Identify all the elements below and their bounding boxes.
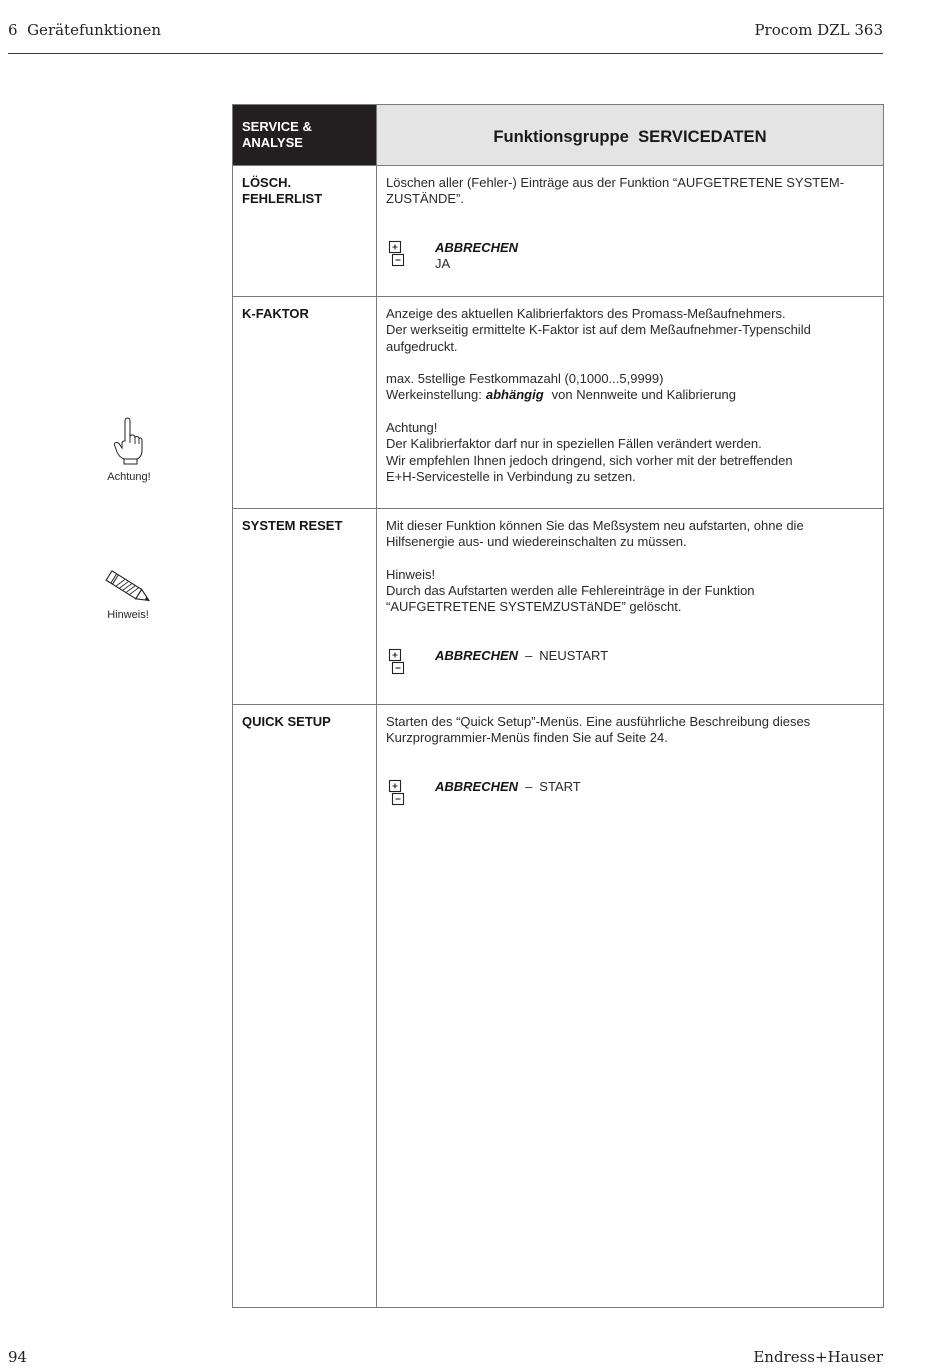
description-paragraph [386, 175, 844, 208]
text-line: ZUSTÄNDE”. [386, 191, 464, 207]
plus-minus-key-icon [388, 779, 408, 809]
function-name-quick-setup [242, 714, 331, 730]
plus-minus-key-icon [388, 240, 408, 270]
function-name-losch-fehlerlist [242, 175, 322, 208]
factory-setting-suffix: von Nennweite und Kalibrierung [551, 387, 736, 403]
function-name-line: K-FAKTOR [242, 306, 309, 321]
text-line: Der Kalibrierfaktor darf nur in speziellen Fällen verändert werden. [386, 436, 762, 452]
header-rule [8, 53, 883, 54]
text-line: Wir empfehlen Ihnen jedoch dringend, sich vorher mit der betreffenden [386, 452, 793, 468]
page-number: 94 [8, 1348, 28, 1366]
text-line: Hinweis! [386, 566, 436, 582]
description-paragraph [386, 306, 811, 355]
text-line: Löschen aller (Fehler-) Einträge aus der Funktion “AUFGETRETENE SYSTEM- [386, 175, 845, 190]
function-name-k-faktor [242, 306, 309, 322]
option-separator: – [525, 779, 533, 795]
description-paragraph [386, 518, 804, 551]
option-selection [386, 648, 804, 676]
text-line: aufgedruckt. [386, 338, 458, 354]
note-paragraph [386, 567, 804, 616]
function-name-line: QUICK SETUP [242, 714, 331, 729]
option-selection [386, 779, 810, 807]
text-line: Starten des “Quick Setup”-Menüs. Eine ausführliche Beschreibung dieses [386, 714, 811, 729]
factory-setting-value: abhängig [485, 387, 544, 403]
text-line: Durch das Aufstarten werden alle Fehlereinträge in der Funktion [386, 583, 755, 599]
hinweis-label: Hinweis! [107, 609, 149, 621]
text-line: Achtung! [386, 420, 438, 436]
text-line: Kurzprogrammier-Menüs finden Sie auf Seite 24. [386, 730, 668, 746]
text-line: Anzeige des aktuellen Kalibrierfaktors des Promass-Meßaufnehmers. [386, 306, 786, 321]
group-label-line: ANALYSE [242, 135, 303, 151]
chapter-heading: 6 Gerätefunktionen [8, 21, 161, 39]
option-default: ABBRECHEN [435, 779, 519, 795]
option-default: ABBRECHEN [435, 240, 519, 256]
option-default: ABBRECHEN [435, 648, 519, 664]
factory-setting-label: Werkeinstellung: [386, 387, 482, 403]
option-alternative: START [539, 779, 581, 795]
description-paragraph [386, 714, 810, 747]
factory-setting [386, 387, 811, 403]
achtung-label: Achtung! [107, 471, 151, 483]
publisher-name: Endress+Hauser [753, 1348, 883, 1366]
text-line: Hilfsenergie aus- und wiedereinschalten zu müssen. [386, 534, 687, 550]
text-line: “AUFGETRETENE SYSTEMZUSTäNDE” gelöscht. [386, 599, 682, 615]
function-name-line: FEHLERLIST [242, 191, 323, 207]
row-divider [233, 704, 883, 705]
function-name-system-reset [242, 518, 342, 534]
column-divider [376, 105, 377, 1307]
pencil-icon [104, 568, 154, 608]
group-title: Funktionsgruppe SERVICEDATEN [493, 127, 767, 146]
function-description [386, 714, 810, 807]
option-separator: – [525, 648, 533, 664]
text-line: Der werkseitig ermittelte K-Faktor ist auf dem Meßaufnehmer-Typenschild [386, 322, 811, 338]
function-description [386, 175, 844, 273]
function-description [386, 306, 811, 485]
option-alternative: JA [435, 256, 451, 272]
row-divider [233, 508, 883, 509]
option-alternative: NEUSTART [539, 648, 609, 664]
text-line: Mit dieser Funktion können Sie das Meßsystem neu aufstarten, ohne die [386, 518, 804, 533]
text-line: E+H-Servicestelle in Verbindung zu setzen. [386, 468, 636, 484]
option-selection [386, 240, 844, 273]
function-table [232, 104, 884, 1308]
product-name: Procom DZL 363 [754, 21, 883, 39]
plus-minus-key-icon [388, 648, 408, 678]
row-divider [233, 296, 883, 297]
description-paragraph [386, 371, 811, 404]
function-name-line: LÖSCH. [242, 175, 292, 190]
group-label [242, 119, 312, 152]
text-line: max. 5stellige Festkommazahl (0,1000...5,9999) [386, 371, 664, 387]
row-divider [233, 165, 883, 166]
group-label-line: SERVICE & [242, 119, 312, 134]
function-name-line: SYSTEM RESET [242, 518, 343, 533]
pointing-hand-icon [113, 417, 143, 467]
warning-paragraph [386, 420, 811, 485]
function-description [386, 518, 804, 676]
